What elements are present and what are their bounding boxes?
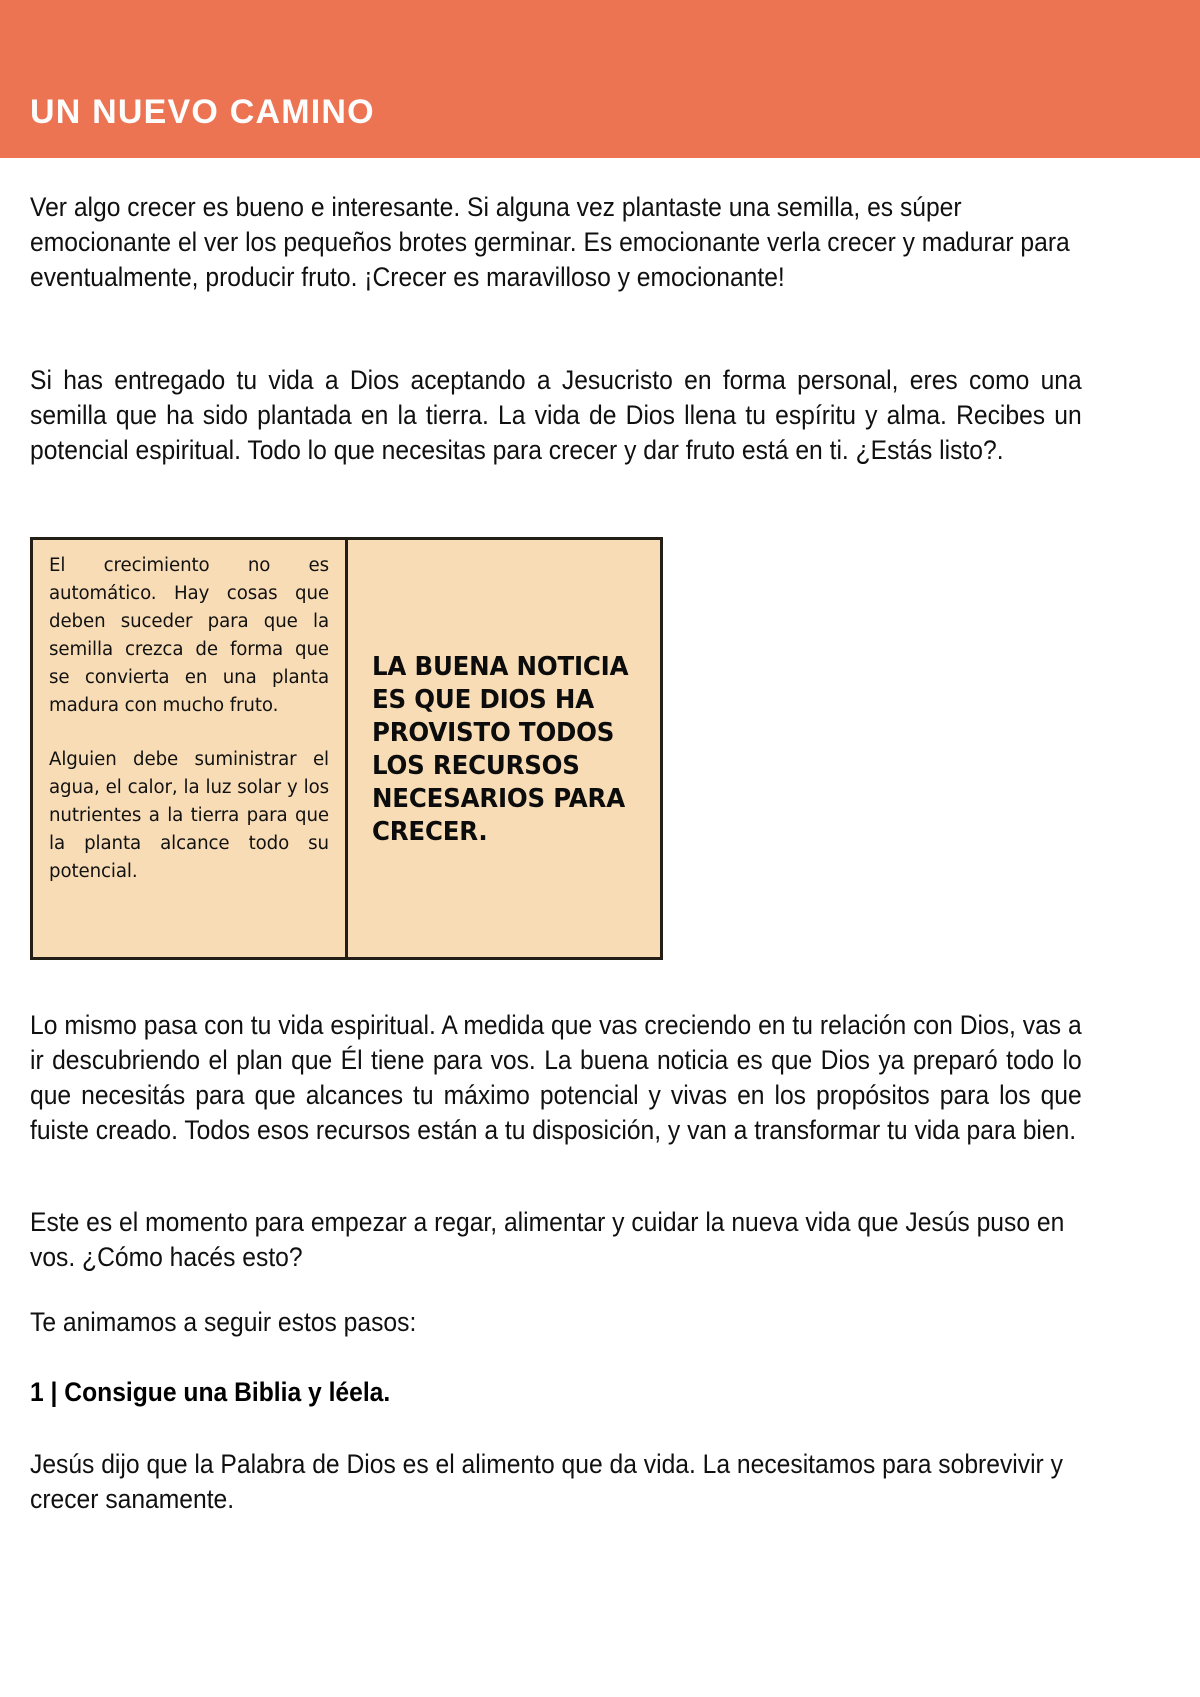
paragraph-steps-intro: Te animamos a seguir estos pasos:: [30, 1307, 417, 1337]
paragraph-spiritual-wrap: [30, 1008, 1082, 1148]
header-banner: [0, 0, 1200, 158]
paragraph-step-one-body: Jesús dijo que la Palabra de Dios es el alimento que da vida. La necesitamos para sobrevivir y crecer sanamente.: [30, 1449, 1063, 1514]
callout-paragraph-1: El crecimiento no es automático. Hay cosas que deben suceder para que la semilla crezca de forma que se convierta en una planta madura con mucho fruto.: [49, 555, 329, 716]
paragraph-moment: Este es el momento para empezar a regar, alimentar y cuidar la nueva vida que Jesús puso en vos. ¿Cómo hacés esto?: [30, 1207, 1065, 1272]
paragraph-spiritual: Lo mismo pasa con tu vida espiritual. A medida que vas creciendo en tu relación con Dios, vas a ir descubriendo el plan que Él tiene para vos. La buena noticia es que Dios ya preparó todo lo que necesitás para que alcances tu máximo potencial y vivas en los propósitos para los que fuiste creado. Todos esos recursos están a tu disposición, y van a transformar tu vida para bien.: [30, 1010, 1082, 1145]
callout-box: [30, 537, 663, 960]
step-one-body-wrap: [30, 1447, 1082, 1517]
callout-spacer: [49, 720, 329, 746]
callout-quote: LA BUENA NOTICIA ES QUE DIOS HA PROVISTO TODOS LOS RECURSOS NECESARIOS PARA CRECER.: [372, 651, 629, 847]
callout-cell-left: [33, 540, 348, 957]
paragraph-moment-wrap: [30, 1205, 1082, 1275]
paragraph-intro-wrap: [30, 190, 1082, 295]
page-title: UN NUEVO CAMINO: [30, 93, 375, 131]
paragraph-steps-intro-wrap: [30, 1305, 1082, 1340]
step-one-heading: 1 | Consigue una Biblia y léela.: [30, 1377, 391, 1407]
callout-cell-right: [348, 540, 660, 957]
callout-paragraph-2: Alguien debe suministrar el agua, el calor, la luz solar y los nutrientes a la tierra para que la planta alcance todo su potencial.: [49, 749, 329, 882]
paragraph-intro: Ver algo crecer es bueno e interesante. Si alguna vez plantaste una semilla, es súper emocionante el ver los pequeños brotes germinar. Es emocionante verla crecer y madurar para eventualmente, producir fruto. ¡Crecer es maravilloso y emocionante!: [30, 192, 1070, 292]
step-one-heading-wrap: [30, 1375, 1082, 1410]
paragraph-seed-wrap: [30, 363, 1082, 468]
paragraph-seed: Si has entregado tu vida a Dios aceptando a Jesucristo en forma personal, eres como una semilla que ha sido plantada en la tierra. La vida de Dios llena tu espíritu y alma. Recibes un potencial espiritual. Todo lo que necesitas para crecer y dar fruto está en ti. ¿Estás listo?.: [30, 365, 1082, 465]
